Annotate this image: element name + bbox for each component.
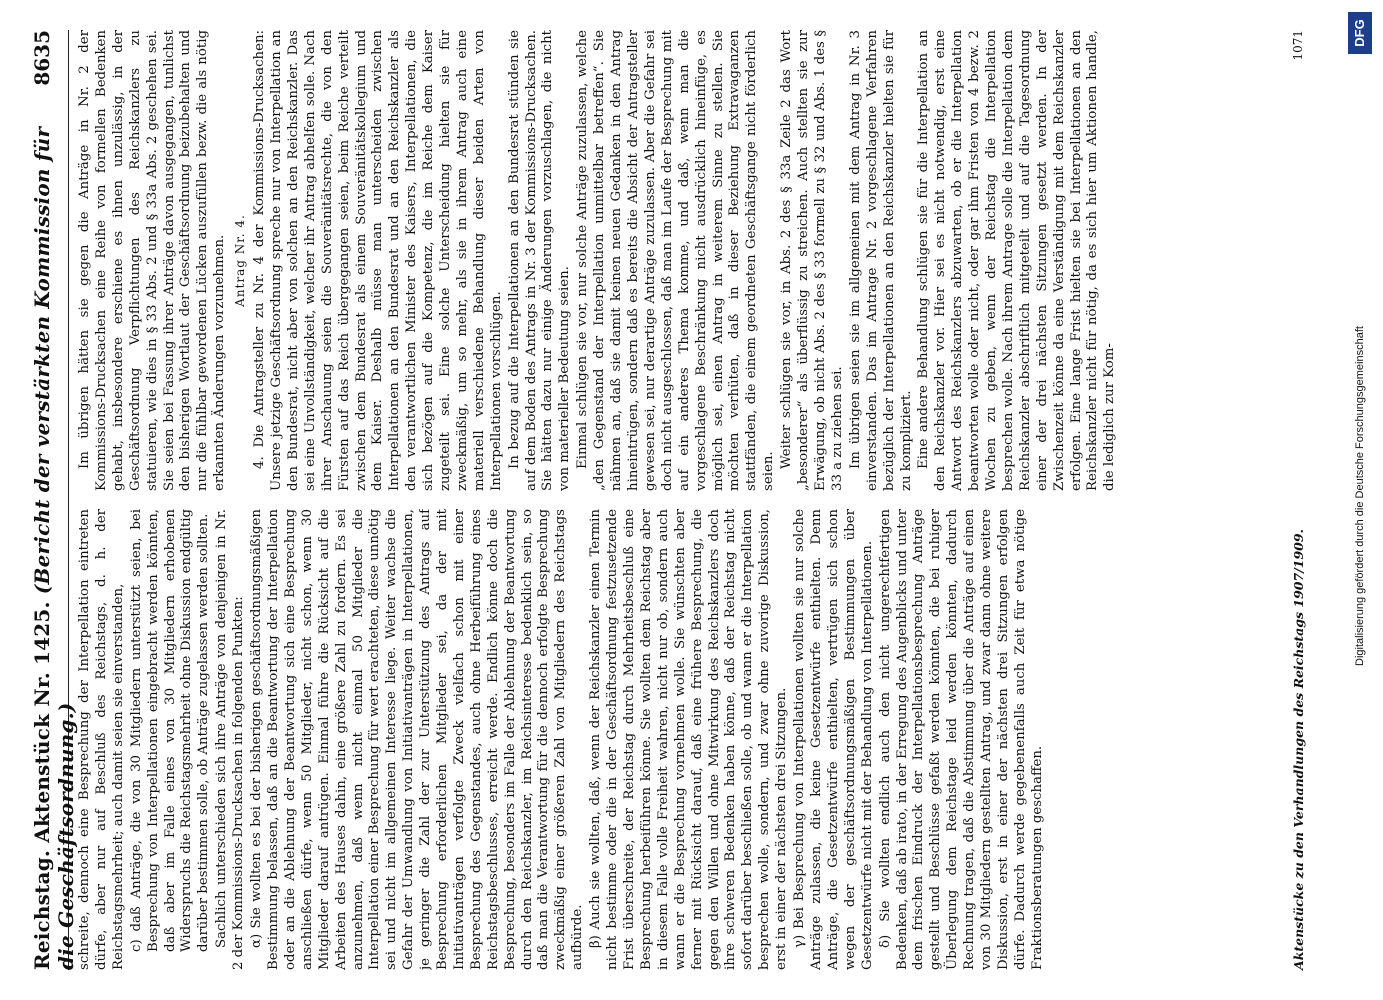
footer-left: Aktenstücke zu den Verhandlungen des Reichstags 1907/1909.	[1291, 529, 1306, 970]
paragraph: c) daß Anträge, die von 30 Mitgliedern unterstützt seien, bei Besprechung von Interpellationen eingebracht werden könnten, daß aber im Falle eines von 30 Mitgliedern erhobenen Widerspruchs die Reichstagsmehrheit ohne Diskussion endgültig darüber bestimmen solle, ob Anträge zugelassen werden sollten.	[128, 509, 212, 952]
paragraph: Weiter schlügen sie vor, in Abs. 2 des § 33a Zeile 2 das Wort „besonderer“ als überflüssig zu streichen. Auch stellten sie zur Erwägung, ob nicht Abs. 2 des § 33 formell zu § 32 und Abs. 1 des § 33 a zu ziehen sei.	[779, 30, 845, 491]
paragraph: Im übrigen hätten sie gegen die Anträge in Nr. 2 der Kommissions-Drucksachen eine Reihe von formellen Bedenken gehabt, insbesondere erschiene es ihnen unzulässig, in der Geschäftsordnung Verpflichtungen des Reichskanzlers zu statuieren, wie dies in § 33 Abs. 2 und § 33a Abs. 2 geschehen sei. Sie seien bei Fassung ihrer Anträge davon ausgegangen, tunlichst den bisherigen Wortlaut der Geschäftsordnung beizubehalten und nur die fühlbar gewordenen Lücken auszufüllen bezw. die als nötig erkannten Änderungen vorzunehmen.	[77, 30, 228, 491]
section-heading: Antrag Nr. 4.	[233, 214, 248, 307]
header-left: Reichstag. Aktenstück Nr. 1425.	[30, 601, 54, 970]
paragraph: Sachlich unterschieden sich ihre Anträge von denjenigen in Nr. 2 der Kommissions-Drucksachen in folgenden Punkten:	[214, 509, 247, 970]
digitization-sidebar	[1344, 6, 1376, 994]
footer-right: 1071	[1291, 30, 1305, 61]
paragraph: In bezug auf die Interpellationen an den Bundesrat stünden sie auf dem Boden des Antrags in Nr. 3 der Kommissions-Drucksachen. Sie hätten dazu nur einige Änderungen vorzuschlagen, die nicht von materieller Bedeutung seien.	[506, 30, 573, 491]
left-column	[77, 509, 1287, 970]
paragraph: α) Sie wollten es bei der bisherigen geschäftsordnungsmäßigen Bestimmung belassen, daß an die Beantwortung der Interpellation oder an die Ablehnung der Beantwortung sich eine Besprechung anschließen dürfe, wenn 50 Mitglieder, nicht schon, wenn 30 Mitglieder darauf antrügen. Einmal führe die Rücksicht auf die Arbeiten des Hauses dahin, eine größere Zahl zu fordern. Es sei anzunehmen, daß wenn nicht einmal 50 Mitglieder die Interpellation einer Besprechung für wert erachteten, diese unnötig sei und nicht im allgemeinen Interesse liege. Weiter wachse die Gefahr der Umwandlung von Initiativanträgen in Interpellationen, je geringer die Zahl der zur Unterstützung des Antrags auf Besprechung erforderlichen Mitglieder sei, da der mit Initiativanträgen verfolgte Zweck vielfach schon mit einer Besprechung des Gegenstandes, auch ohne Herbeiführung eines Reichstagsbeschlusses, erreicht werde. Endlich könne doch die Besprechung, besonders im Falle der Ablehnung der Beantwortung durch den Reichskanzler, im Reichsinteresse bedenklich sein, so daß man die Verantwortung für die dennoch erfolgte Besprechung zweckmäßig einer größeren Zahl von Mitgliedern des Reichstags aufbürde.	[249, 509, 586, 970]
right-column	[77, 30, 1287, 491]
page-number: 8635	[30, 30, 54, 86]
page-header	[30, 30, 78, 970]
page-footer	[1291, 30, 1306, 970]
dfg-logo-text: DFG	[1352, 19, 1367, 47]
paragraph: 4. Die Antragsteller zu Nr. 4 der Kommissions-Drucksachen: Unsere jetzige Geschäftsordnung spreche nur von Interpellation an den Bundesrat, nicht aber von solchen an den Reichskanzler. Das sei eine Unvollständigkeit, welcher ihr Antrag abhelfen solle. Nach ihrer Anschauung seien die Souveränitätsrechte, die von den Fürsten auf das Reich übergegangen seien, beim Reiche verteilt zwischen dem Bundesrat als einem Souveränitätskollegium und dem Kaiser. Deshalb müsse man unterscheiden zwischen Interpellationen an den Bundesrat und an den Reichskanzler als den verantwortlichen Minister des Kaisers, Interpellationen, die sich bezögen auf die Kompetenz, die im Reiche dem Kaiser zugeteilt sei. Eine solche Unterscheidung hielten sie für zweckmäßig, um so mehr, als sie in ihrem Antrag auch eine materiell verschiedene Behandlung dieser beiden Arten von Interpellationen vorschlügen.	[252, 30, 504, 491]
paragraph: Im übrigen seien sie im allgemeinen mit dem Antrag in Nr. 3 einverstanden. Das im Antrage Nr. 2 vorgeschlagene Verfahren bezüglich der Interpellationen an den Reichskanzler hielten sie für zu kompliziert.	[847, 30, 914, 491]
text-columns	[77, 30, 1287, 970]
paragraph: δ) Sie wollten endlich auch den nicht ungerechtfertigen Bedenken, daß ab irato, in der Erregung des Augenblicks und unter dem frischen Eindruck der Interpellationsbesprechung Anträge gestellt und Beschlüsse gefaßt werden könnten, die bei ruhiger Überlegung dem Reichstage leid werden könnten, dadurch Rechnung tragen, daß die Abstimmung über die Anträge auf einen von 30 Mitgliedern gestellten Antrag, und zwar dann ohne weitere Diskussion, erst in einer der nächsten drei Sitzungen erfolgen dürfe. Dadurch werde gegebenenfalls auch Zeit für etwa nötige Fraktionsberatungen geschaffen.	[877, 509, 1045, 970]
paragraph: Eine andere Behandlung schlügen sie für die Interpellation an den Reichskanzler vor. Hier sei es nicht notwendig, erst eine Antwort des Reichskanzlers abzuwarten, ob er die Interpellation beantworten wolle oder nicht, oder gar ihm Fristen von 4 bezw. 2 Wochen zu geben, wenn der Reichstag die Interpellation besprechen wolle. Nach ihrem Antrage solle die Interpellation dem Reichskanzler abschriftlich mitgeteilt und auf die Tagesordnung einer der drei nächsten Sitzungen gesetzt werden. In der Zwischenzeit könne da eine Verständigung mit dem Reichskanzler erfolgen. Eine lange Frist hielten sie bei Interpellationen an den Reichskanzler nicht für nötig, da es sich hier um Aktionen handle, die lediglich zur Kom-	[916, 30, 1118, 491]
digitization-notice: Digitalisierung gefördert durch die Deutsche Forschungsgemeinschaft	[1354, 326, 1366, 666]
header-title: (Bericht der verstärkten Kommission für die Geschäftsordnung.)	[30, 126, 78, 970]
paragraph: β) Auch sie wollten, daß, wenn der Reichskanzler einen Termin nicht bestimme oder die in der Geschäftsordnung festzusetzende Frist überschreite, der Reichstag durch Mehrheitsbeschluß eine Besprechung herbeiführen könne. Sie wollten dem Reichstag aber in diesem Falle volle Freiheit wahren, nicht nur ob, sondern auch wann er die Besprechung vornehmen wolle. Sie wünschten aber ferner mit Rücksicht darauf, daß eine frühere Besprechung, die gegen den Willen und ohne Mitwirkung des Reichskanzlers doch ihre schweren Bedenken haben könne, daß der Reichstag nicht sofort darüber beschließen solle, ob und wann er die Interpellation besprechen wolle, sondern, und zwar ohne zuvorige Diskussion, erst in einer der nächsten drei Sitzungen.	[588, 509, 790, 970]
paragraph: schreite, dennoch eine Besprechung der Interpellation eintreten dürfe, aber nur auf Beschluß des Reichstags, d. h. der Reichstagsmehrheit; auch damit seien sie einverstanden,	[77, 509, 126, 970]
paragraph: Einmal schlügen sie vor, nur solche Anträge zuzulassen, welche „den Gegenstand der Interpellation unmittelbar betreffen“. Sie nähmen an, daß sie damit keinen neuen Gedanken in den Antrag hineintrügen, sondern daß es bereits die Absicht der Antragsteller gewesen sei, nur derartige Anträge zuzulassen. Aber die Gefahr sei doch nicht ausgeschlossen, daß man im Laufe der Besprechung mit auf ein anderes Thema komme, und daß, wenn man die vorgeschlagene Beschränkung nicht ausdrücklich hineinfüge, es möglich sei, einen Antrag in weiterem Sinne zu stellen. Sie möchten verhüten, daß in dieser Beziehung Extravaganzen stattfänden, die einem geordneten Geschäftsgange nicht förderlich seien.	[575, 30, 777, 491]
paragraph: γ) Bei Besprechung von Interpellationen wollten sie nur solche Anträge zulassen, die keine Gesetzentwürfe enthielten. Denn Anträge, die Gesetzentwürfe enthielten, vertrügen sich schon wegen der geschäftsordnungsmäßigen Bestimmungen über Gesetzentwürfe nicht mit der Behandlung von Interpellationen.	[792, 509, 875, 970]
header-title-line	[30, 86, 78, 970]
rotated-document-page	[30, 30, 1330, 970]
